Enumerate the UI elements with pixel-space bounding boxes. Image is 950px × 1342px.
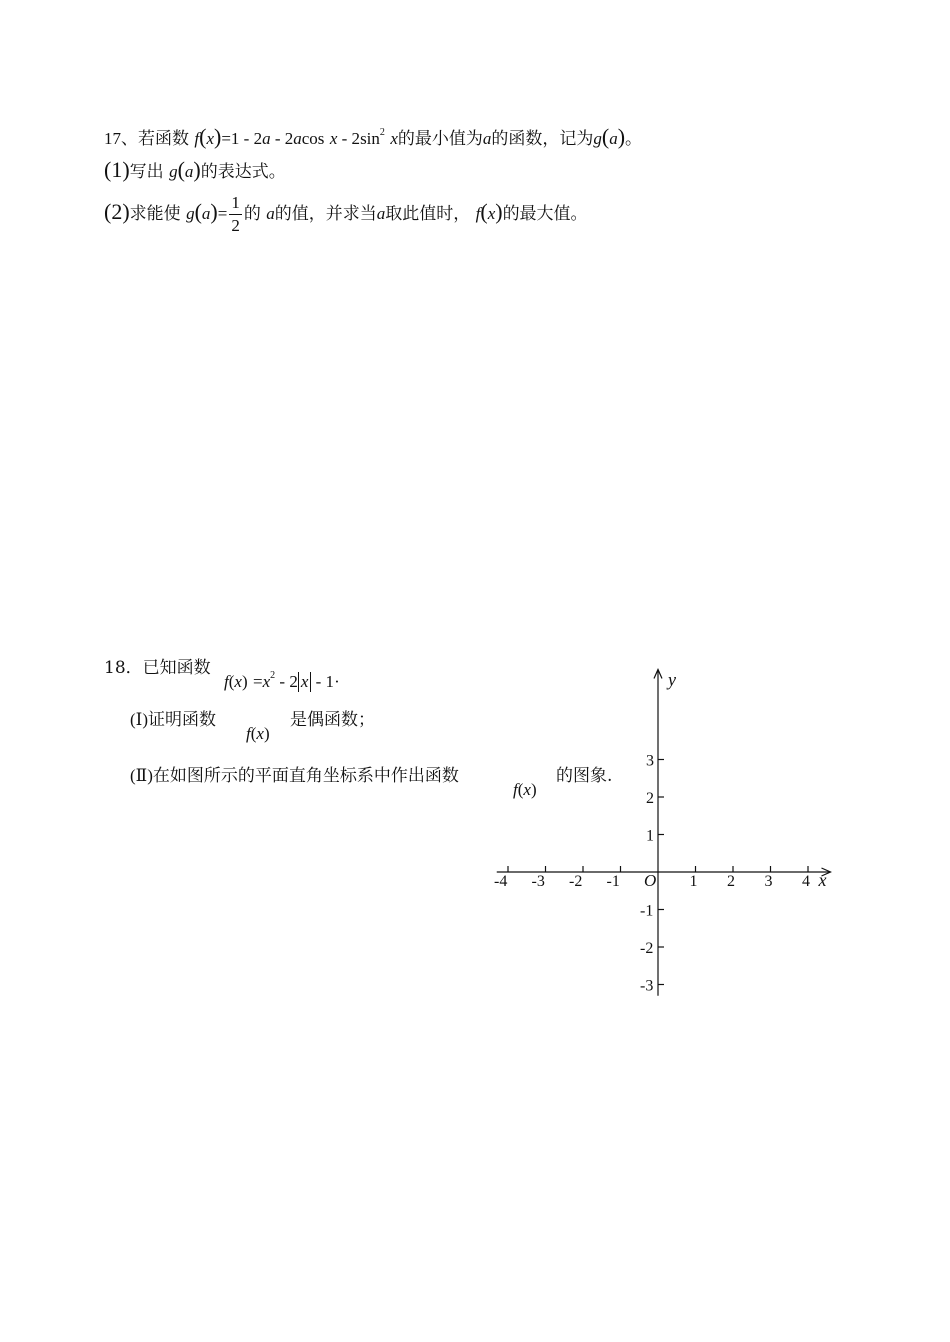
q17-statement: 17、若函数 f(x)=1 - 2a - 2acos x - $2\sin^2$ x的最小值为a的函数，记为g(a)。 [104, 124, 643, 149]
y-tick-label: -3 [640, 977, 654, 995]
y-tick-label: 1 [646, 827, 654, 845]
q17-part2-label: (2) [104, 199, 130, 224]
y-axis-label: y [668, 669, 676, 690]
q18-part1-func: f(x) [246, 724, 270, 743]
q18-part2-func: f(x) [513, 780, 537, 799]
q17-number: 17、 [104, 129, 138, 148]
fraction-one-half: $\frac{1}{2}$ [231, 193, 240, 235]
q18-part1: (Ⅰ)证明函数 [130, 710, 217, 730]
x-tick-label: -3 [531, 873, 545, 890]
y-tick-label: -1 [640, 902, 654, 920]
q17-part1: (1)写出 g(a)的表达式。 [104, 157, 286, 182]
q18-formula: $f(x) =x^2 - 2$ x - 1· [224, 670, 340, 691]
q18-part2-end: 的图象. [556, 766, 613, 786]
x-axis-label: x [818, 870, 827, 890]
x-tick-label: 1 [689, 873, 698, 890]
x-tick-label: -1 [606, 873, 620, 890]
x-tick-label: 4 [802, 873, 810, 890]
q18-number: 18．已知函数 [104, 658, 211, 678]
q18-part2: (Ⅱ)在如图所示的平面直角坐标系中作出函数 [130, 766, 459, 786]
y-tick-label: 2 [646, 790, 654, 807]
y-tick-label: -2 [640, 940, 654, 957]
x-tick-label: -4 [494, 873, 508, 890]
x-tick-label: -2 [569, 873, 583, 890]
q18-part1-label: (Ⅰ) [130, 710, 149, 729]
q17-part2: (2)求能使 g(a)= $\frac{1}{2}$ 的 a的值，并求当a取此值时， f(x)的最大值。 [104, 193, 588, 235]
q18-part1-end: 是偶函数； [290, 710, 375, 730]
q17-part1-label: (1) [104, 157, 130, 182]
x-tick-label: 2 [727, 873, 735, 890]
y-tick-label: 3 [646, 752, 654, 770]
q18-statement [104, 654, 211, 682]
absolute-value: x [298, 672, 312, 692]
coordinate-plane [480, 660, 850, 1000]
origin-label: O [644, 871, 657, 890]
q18-part2-label: (Ⅱ) [130, 766, 153, 785]
x-tick-label: 3 [764, 873, 773, 890]
